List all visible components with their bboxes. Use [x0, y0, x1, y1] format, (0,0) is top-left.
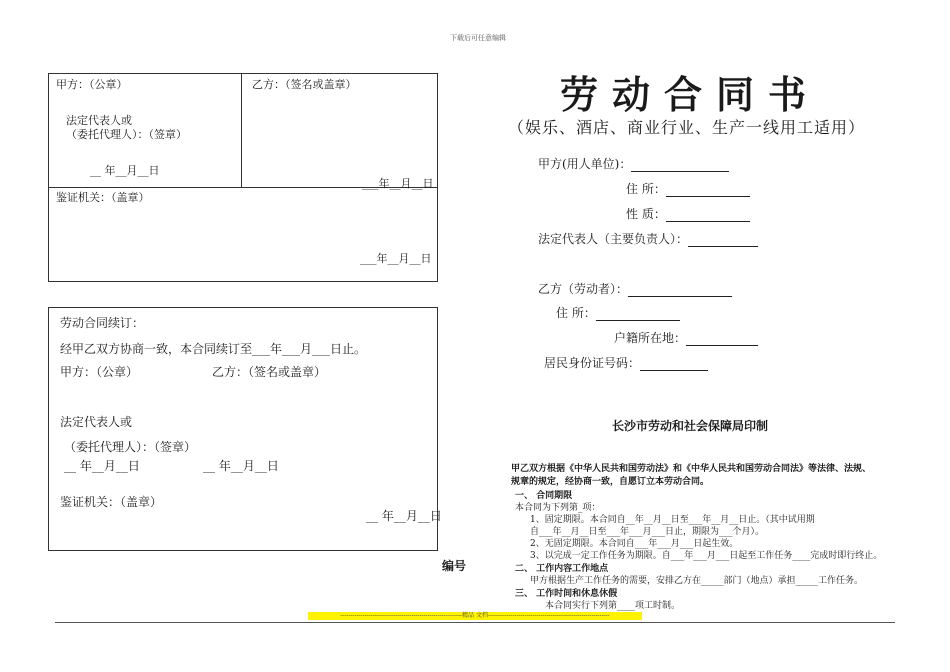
section-1-text: 自___年__月__日至___年___月___日止，期限为___个月）。: [530, 527, 765, 537]
employer-field[interactable]: [538, 155, 729, 172]
issuer-label: 长沙市劳动和社会保障局印制: [612, 419, 769, 433]
date-verify: __ 年__月__日: [366, 509, 442, 523]
agent-label: （委托代理人）：（签章）: [66, 128, 187, 141]
employer-blank[interactable]: [631, 159, 729, 172]
renewal-title: 劳动合同续订：: [60, 316, 145, 330]
section-1-text: 2、无固定期限。本合同自___年___月___日起生效。: [530, 539, 739, 549]
hukou-field[interactable]: [614, 329, 758, 346]
intro-line-1: 甲乙双方根据《中华人民共和国劳动法》和《中华人民共和国劳动合同法》等法律、法规、: [511, 464, 872, 474]
document-subtitle: （娱乐、酒店、商业行业、生产一线用工适用）: [508, 118, 866, 137]
party-b-label: 乙方：（签名或盖章）: [252, 78, 357, 91]
legal-rep-label: 法定代表人或: [60, 415, 133, 429]
footer-rule: [55, 622, 895, 623]
legal-rep-label: 法定代表人（主要负责人）：: [538, 232, 689, 246]
serial-number-label: 编号: [442, 559, 467, 573]
date-verify: ___年__月__日: [360, 252, 432, 265]
id-number-blank[interactable]: [640, 358, 708, 371]
intro-line-2: 规章的规定，经协商一致，自愿订立本劳动合同。: [511, 477, 710, 487]
footer-bar: ------------------------------------------------------------精品 文档------------------------------------------------------------: [308, 612, 642, 620]
renewal-text: 经甲乙双方协商一致，本合同续订至___年___月___日止。: [60, 342, 367, 356]
party-a-label: 甲方：（公章）: [60, 365, 139, 379]
party-b-label: 乙方：（签名或盖章）: [212, 365, 327, 379]
address1-label: 住 所：: [626, 182, 666, 196]
nature-field[interactable]: [626, 205, 750, 222]
section-1-text: 3、以完成一定工作任务为期限。自___年___月___日起至工作任务____完成时即行终止。: [530, 551, 883, 561]
address1-blank[interactable]: [666, 184, 750, 197]
nature-label: 性 质：: [626, 207, 666, 221]
address2-label: 住 所：: [556, 306, 596, 320]
section-3-text: 本合同实行下列第____项工时制。: [545, 601, 681, 611]
employee-label: 乙方（劳动者）：: [538, 282, 629, 296]
legal-rep-label: 法定代表人或: [66, 114, 132, 127]
verify-label: 鉴证机关：（盖章）: [56, 191, 150, 204]
legal-rep-field[interactable]: [538, 230, 758, 247]
date-b: ___年__月__日: [362, 177, 434, 190]
section-1-heading: 一、 合同期限: [515, 491, 573, 501]
id-number-label: 居民身份证号码：: [544, 356, 641, 370]
employee-blank[interactable]: [628, 284, 732, 297]
verify-label: 鉴证机关：（盖章）: [60, 495, 163, 509]
id-number-field[interactable]: [544, 354, 708, 371]
hukou-blank[interactable]: [686, 333, 758, 346]
address2-field[interactable]: [556, 304, 680, 321]
section-1-text: 本合同为下列第_项：: [515, 503, 601, 513]
document-title: 劳动合同书: [560, 72, 821, 117]
nature-blank[interactable]: [666, 209, 750, 222]
address1-field[interactable]: [626, 180, 750, 197]
employer-label: 甲方(用人单位)：: [538, 157, 632, 171]
section-1-text: 1、固定期限。本合同自__年__月__日至___年__月__日止。（其中试用期: [530, 515, 815, 525]
hukou-label: 户籍所在地：: [614, 331, 687, 345]
agent-label: （委托代理人）：（签章）: [64, 440, 197, 454]
address2-blank[interactable]: [596, 308, 680, 321]
table-divider: [241, 73, 242, 187]
top-note: 下载后可任意编辑: [450, 34, 506, 42]
employee-field[interactable]: [538, 280, 732, 297]
party-a-label: 甲方：（公章）: [56, 78, 128, 91]
date-a: __ 年__月__日: [90, 164, 160, 177]
section-2-text: 甲方根据生产工作任务的需要，安排乙方在_____部门（地点）承担_____工作任务。: [530, 576, 864, 586]
date-b: __ 年__月__日: [203, 459, 279, 473]
date-a: __ 年__月__日: [64, 459, 140, 473]
legal-rep-blank[interactable]: [688, 234, 758, 247]
section-2-heading: 二、 工作内容工作地点: [515, 564, 609, 574]
section-3-heading: 三、 工作时间和休息休假: [515, 589, 618, 599]
